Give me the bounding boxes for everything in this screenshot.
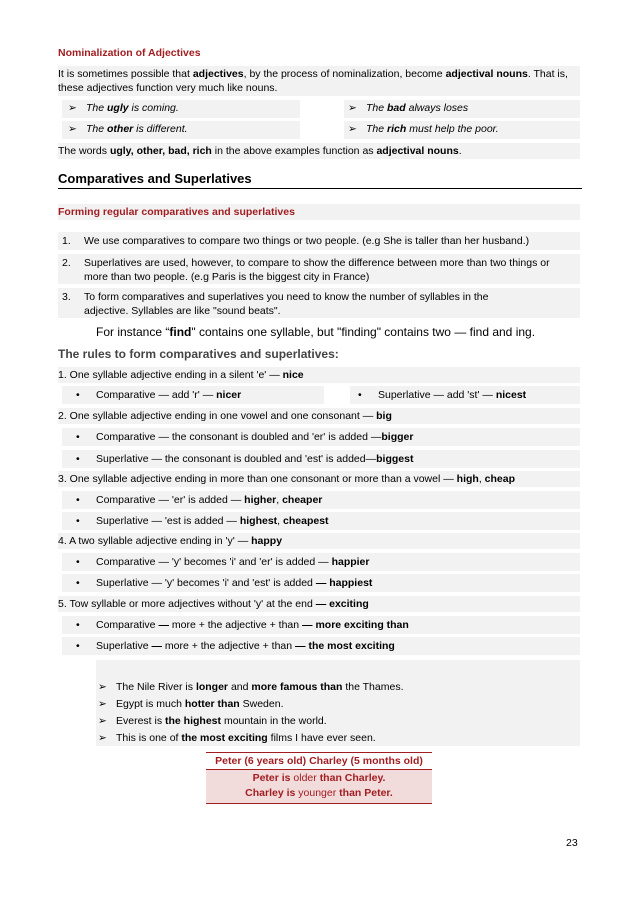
table-row: Peter is older than Charley. (252, 772, 386, 784)
rule-bullet: • Superlative — 'y' becomes 'i' and 'est' is added — happiest (76, 577, 373, 589)
example-sentence: ➢ Everest is the highest mountain in the world. (98, 715, 327, 727)
arrow-bullet-icon: ➢ (348, 123, 357, 135)
rule-bullet: • Comparative — more + the adjective + than — more exciting than (76, 619, 409, 631)
bullet-icon: • (76, 515, 80, 527)
table-header: Peter (6 years old) Charley (5 months old) (206, 753, 432, 770)
numbered-item: 3. To form comparatives and superlatives you need to know the number of syllables in the (62, 291, 489, 303)
rule-bullet: • Comparative — 'er' is added — higher, cheaper (76, 494, 323, 506)
paragraph-line: these adjectives function very much like nouns. (58, 82, 278, 94)
example-item: ➢ The rich must help the poor. (348, 123, 499, 135)
rule-title: 1. One syllable adjective ending in a silent 'e' — nice (58, 369, 304, 381)
numbered-item: 1. We use comparatives to compare two things or two people. (e.g She is taller than her husband.) (62, 235, 530, 247)
page-number: 23 (566, 837, 578, 849)
paragraph-line: The words ugly, other, bad, rich in the above examples function as adjectival nouns. (58, 145, 462, 157)
table-body (206, 770, 432, 803)
arrow-bullet-icon: ➢ (98, 715, 107, 727)
arrow-bullet-icon: ➢ (98, 698, 107, 710)
arrow-bullet-icon: ➢ (68, 123, 77, 135)
numbered-item: 2. Superlatives are used, however, to compare to show the difference between more than two things or (62, 257, 550, 269)
rule-title: 3. One syllable adjective ending in more than one consonant or more than a vowel — high, cheap (58, 473, 516, 485)
section-heading-comparatives: Comparatives and Superlatives (58, 171, 252, 186)
subheading-forming: Forming regular comparatives and superlatives (58, 206, 295, 218)
bullet-icon: • (76, 389, 80, 401)
rule-bullet: • Superlative — 'est is added — highest, cheapest (76, 515, 329, 527)
table-row: Charley is younger than Peter. (245, 787, 393, 799)
bullet-icon: • (76, 556, 80, 568)
numbered-item-continuation: more than two people. (e.g Paris is the biggest city in France) (84, 271, 370, 283)
bullet-icon: • (76, 453, 80, 465)
section-title-nominalization: Nominalization of Adjectives (58, 47, 201, 59)
instance-line: For instance “find" contains one syllable, but "finding" contains two — find and ing. (96, 325, 536, 339)
rule-title: 2. One syllable adjective ending in one vowel and one consonant — big (58, 410, 392, 422)
example-sentence: ➢ Egypt is much hotter than Sweden. (98, 698, 284, 710)
bullet-icon: • (76, 619, 80, 631)
bullet-icon: • (358, 389, 362, 401)
rule-bullet: • Comparative — add 'r' — nicer (76, 389, 242, 401)
bullet-icon: • (76, 494, 80, 506)
example-sentence: ➢ This is one of the most exciting films I have ever seen. (98, 732, 376, 744)
rule-title: 5. Tow syllable or more adjectives without 'y' at the end — exciting (58, 598, 369, 610)
rule-bullet: • Superlative — more + the adjective + than — the most exciting (76, 640, 395, 652)
numbered-item-continuation: adjective. Syllables are like "sound beats". (84, 305, 281, 317)
arrow-bullet-icon: ➢ (68, 102, 77, 114)
comparison-table (206, 752, 432, 804)
rule-bullet: • Superlative — add 'st' — nicest (358, 389, 527, 401)
heading-rule (58, 188, 582, 189)
bullet-icon: • (76, 431, 80, 443)
rule-bullet: • Superlative — the consonant is doubled and 'est' is added—biggest (76, 453, 414, 465)
arrow-bullet-icon: ➢ (98, 681, 107, 693)
example-item: ➢ The other is different. (68, 123, 188, 135)
rule-bullet: • Comparative — the consonant is doubled and 'er' is added —bigger (76, 431, 414, 443)
rule-bullet: • Comparative — 'y' becomes 'i' and 'er' is added — happier (76, 556, 370, 568)
rules-heading: The rules to form comparatives and superlatives: (58, 347, 339, 361)
paragraph-line: It is sometimes possible that adjectives, by the process of nominalization, become adjectival nouns. That is, (58, 68, 568, 80)
rule-title: 4. A two syllable adjective ending in 'y' — happy (58, 535, 283, 547)
example-item: ➢ The ugly is coming. (68, 102, 179, 114)
example-sentence: ➢ The Nile River is longer and more famous than the Thames. (98, 681, 404, 693)
bullet-icon: • (76, 640, 80, 652)
example-item: ➢ The bad always loses (348, 102, 469, 114)
arrow-bullet-icon: ➢ (348, 102, 357, 114)
bullet-icon: • (76, 577, 80, 589)
arrow-bullet-icon: ➢ (98, 732, 107, 744)
